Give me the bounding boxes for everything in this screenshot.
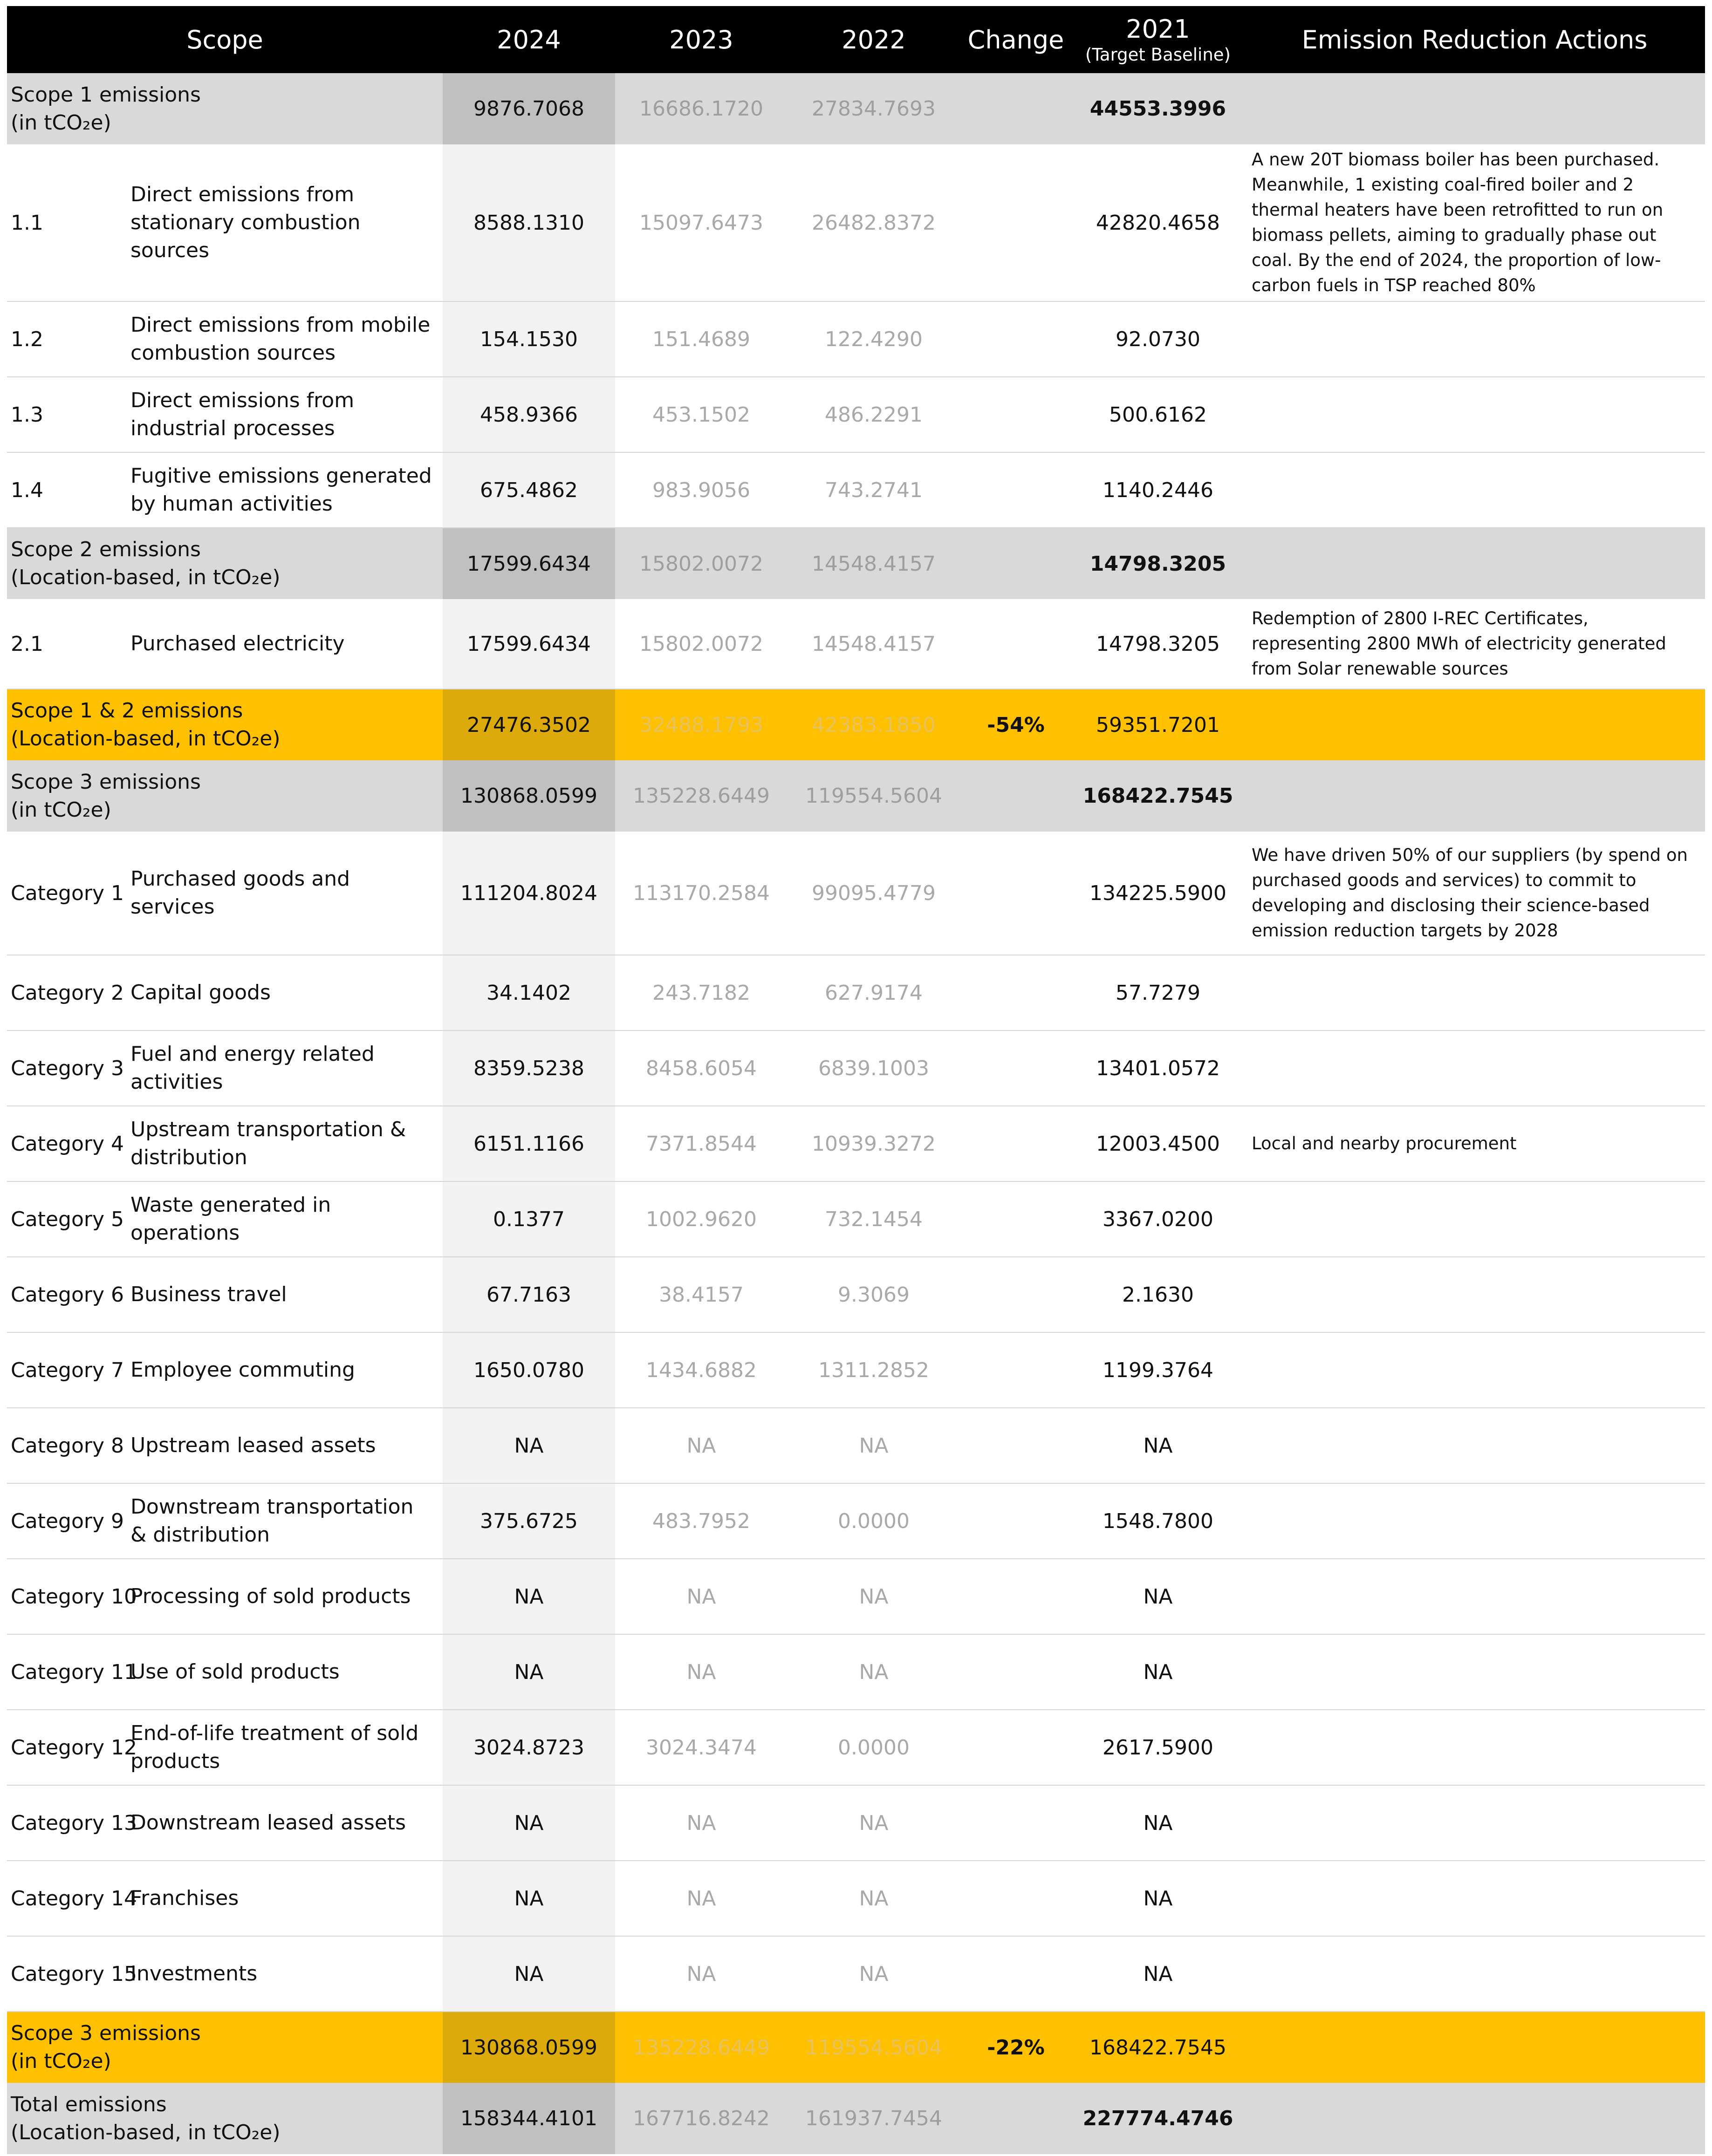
action-cell — [1244, 1030, 1705, 1106]
action-cell — [1244, 1634, 1705, 1710]
row-name: Direct emissions from stationary combustion sources — [130, 144, 443, 301]
header-2024: 2024 — [443, 6, 615, 73]
value-2023: 113170.2584 — [615, 832, 788, 955]
value-2022: 14548.4157 — [788, 528, 960, 599]
table-row — [7, 144, 1705, 301]
section-label — [7, 689, 443, 760]
value-2021: 1140.2446 — [1072, 452, 1244, 528]
row-name: Upstream transportation & distribution — [130, 1106, 443, 1181]
section-label-line2: (Location-based, in tCO₂e) — [11, 2120, 281, 2144]
row-name: Direct emissions from industrial processes — [130, 377, 443, 452]
row-name: Fugitive emissions generated by human activities — [130, 452, 443, 528]
value-2023: 8458.6054 — [615, 1030, 788, 1106]
value-2023: NA — [615, 1559, 788, 1634]
action-cell — [1244, 1257, 1705, 1332]
value-change — [960, 1634, 1072, 1710]
table-row — [7, 452, 1705, 528]
value-2023: 483.7952 — [615, 1483, 788, 1559]
row-number: Category 15 — [7, 1936, 130, 2012]
value-2022: 26482.8372 — [788, 144, 960, 301]
value-2022: 27834.7693 — [788, 73, 960, 144]
value-2022: 119554.5604 — [788, 760, 960, 832]
value-2022: NA — [788, 1936, 960, 2012]
action-cell — [1244, 689, 1705, 760]
value-change — [960, 1861, 1072, 1936]
value-2022: NA — [788, 1861, 960, 1936]
section-label — [7, 2083, 443, 2154]
row-name: Purchased electricity — [130, 599, 443, 689]
value-2021: 2.1630 — [1072, 1257, 1244, 1332]
row-name: Employee commuting — [130, 1332, 443, 1408]
value-change: -22% — [960, 2012, 1072, 2083]
value-2023: 453.1502 — [615, 377, 788, 452]
value-2024: 111204.8024 — [443, 832, 615, 955]
value-2023: 983.9056 — [615, 452, 788, 528]
value-2022: 0.0000 — [788, 1710, 960, 1785]
row-number: 1.2 — [7, 301, 130, 377]
section-label-line2: (Location-based, in tCO₂e) — [11, 727, 281, 751]
value-2022: 0.0000 — [788, 1483, 960, 1559]
value-2024: 158344.4101 — [443, 2083, 615, 2154]
action-cell — [1244, 452, 1705, 528]
value-2022: NA — [788, 1408, 960, 1483]
scope3-section-row — [7, 760, 1705, 832]
row-name: Business travel — [130, 1257, 443, 1332]
value-2021: 168422.7545 — [1072, 760, 1244, 832]
value-2024: NA — [443, 1408, 615, 1483]
row-number: 2.1 — [7, 599, 130, 689]
value-change — [960, 832, 1072, 955]
value-change — [960, 1483, 1072, 1559]
header-2021-year: 2021 — [1126, 14, 1190, 44]
header-2021 — [1072, 6, 1244, 73]
row-number: Category 10 — [7, 1559, 130, 1634]
header-actions: Emission Reduction Actions — [1244, 6, 1705, 73]
value-change — [960, 760, 1072, 832]
action-cell — [1244, 1332, 1705, 1408]
value-2021: 134225.5900 — [1072, 832, 1244, 955]
value-2021: NA — [1072, 1634, 1244, 1710]
action-cell: A new 20T biomass boiler has been purchased. Meanwhile, 1 existing coal-fired boiler and 2 thermal heaters have been retrofitted to run on biomass pellets, aiming to gradually phase out coal. By the end of 2024, the proportion of low-carbon fuels in TSP reached 80% — [1244, 144, 1705, 301]
action-cell: Local and nearby procurement — [1244, 1106, 1705, 1181]
action-cell — [1244, 2083, 1705, 2154]
value-2021: 500.6162 — [1072, 377, 1244, 452]
value-2024: 130868.0599 — [443, 760, 615, 832]
value-2022: 9.3069 — [788, 1257, 960, 1332]
header-change: Change — [960, 6, 1072, 73]
value-2024: 6151.1166 — [443, 1106, 615, 1181]
value-2021: 42820.4658 — [1072, 144, 1244, 301]
row-name: Waste generated in operations — [130, 1181, 443, 1257]
value-2021: 92.0730 — [1072, 301, 1244, 377]
value-2024: NA — [443, 1785, 615, 1861]
row-number: Category 4 — [7, 1106, 130, 1181]
value-2022: 122.4290 — [788, 301, 960, 377]
header-2023: 2023 — [615, 6, 788, 73]
row-number: Category 6 — [7, 1257, 130, 1332]
table-row — [7, 1030, 1705, 1106]
table-row — [7, 1861, 1705, 1936]
value-2024: 8588.1310 — [443, 144, 615, 301]
value-change — [960, 1710, 1072, 1785]
value-2022: 486.2291 — [788, 377, 960, 452]
row-number: 1.3 — [7, 377, 130, 452]
value-2021: 3367.0200 — [1072, 1181, 1244, 1257]
value-2023: 151.4689 — [615, 301, 788, 377]
section-label-line1: Scope 1 emissions — [11, 82, 201, 107]
table-row — [7, 1181, 1705, 1257]
row-number: Category 12 — [7, 1710, 130, 1785]
value-change — [960, 955, 1072, 1030]
value-change — [960, 1936, 1072, 2012]
table-row — [7, 1785, 1705, 1861]
value-2024: 458.9366 — [443, 377, 615, 452]
value-2021: 1548.7800 — [1072, 1483, 1244, 1559]
value-2024: 0.1377 — [443, 1181, 615, 1257]
value-2023: 15802.0072 — [615, 528, 788, 599]
scope12-total-row — [7, 689, 1705, 760]
value-2024: NA — [443, 1559, 615, 1634]
row-number: Category 2 — [7, 955, 130, 1030]
value-2021: NA — [1072, 1861, 1244, 1936]
table-row — [7, 599, 1705, 689]
value-2024: NA — [443, 1936, 615, 2012]
value-2023: 3024.3474 — [615, 1710, 788, 1785]
value-2022: NA — [788, 1559, 960, 1634]
value-change — [960, 1408, 1072, 1483]
section-label-line2: (Location-based, in tCO₂e) — [11, 566, 281, 589]
section-label — [7, 2012, 443, 2083]
value-2024: 675.4862 — [443, 452, 615, 528]
value-change — [960, 599, 1072, 689]
table-row — [7, 1332, 1705, 1408]
row-number: Category 5 — [7, 1181, 130, 1257]
value-2022: NA — [788, 1634, 960, 1710]
row-number: 1.4 — [7, 452, 130, 528]
value-change — [960, 1257, 1072, 1332]
value-2024: 34.1402 — [443, 955, 615, 1030]
value-2023: 15802.0072 — [615, 599, 788, 689]
table-row — [7, 1634, 1705, 1710]
section-label — [7, 528, 443, 599]
section-label — [7, 760, 443, 832]
row-number: 1.1 — [7, 144, 130, 301]
section-label-line1: Scope 2 emissions — [11, 538, 201, 561]
action-cell — [1244, 377, 1705, 452]
action-cell — [1244, 528, 1705, 599]
value-2024: 27476.3502 — [443, 689, 615, 760]
scope3-total-row — [7, 2012, 1705, 2083]
table-row — [7, 1483, 1705, 1559]
value-2024: 3024.8723 — [443, 1710, 615, 1785]
value-change — [960, 452, 1072, 528]
action-cell — [1244, 955, 1705, 1030]
table-row — [7, 1936, 1705, 2012]
value-change — [960, 377, 1072, 452]
value-2021: 44553.3996 — [1072, 73, 1244, 144]
section-label-line1: Scope 3 emissions — [11, 770, 201, 794]
action-cell: We have driven 50% of our suppliers (by spend on purchased goods and services) to commit to developing and disclosing their science-based emission reduction targets by 2028 — [1244, 832, 1705, 955]
value-2022: 161937.7454 — [788, 2083, 960, 2154]
row-name: Investments — [130, 1936, 443, 2012]
value-2023: 7371.8544 — [615, 1106, 788, 1181]
row-number: Category 1 — [7, 832, 130, 955]
value-2021: NA — [1072, 1408, 1244, 1483]
value-2021: 12003.4500 — [1072, 1106, 1244, 1181]
value-2023: 243.7182 — [615, 955, 788, 1030]
value-2021: 2617.5900 — [1072, 1710, 1244, 1785]
value-2021: 59351.7201 — [1072, 689, 1244, 760]
value-2021: 168422.7545 — [1072, 2012, 1244, 2083]
value-change — [960, 1785, 1072, 1861]
section-label — [7, 73, 443, 144]
row-name: Upstream leased assets — [130, 1408, 443, 1483]
value-2021: NA — [1072, 1785, 1244, 1861]
value-change: -54% — [960, 689, 1072, 760]
value-2022: 6839.1003 — [788, 1030, 960, 1106]
table-row — [7, 1106, 1705, 1181]
action-cell — [1244, 2012, 1705, 2083]
row-name: Capital goods — [130, 955, 443, 1030]
value-2024: 9876.7068 — [443, 73, 615, 144]
value-change — [960, 1030, 1072, 1106]
section-label-line2: (in tCO₂e) — [11, 110, 111, 135]
value-2024: 1650.0780 — [443, 1332, 615, 1408]
value-change — [960, 73, 1072, 144]
row-number: Category 14 — [7, 1861, 130, 1936]
value-2021: 227774.4746 — [1072, 2083, 1244, 2154]
value-2023: 1434.6882 — [615, 1332, 788, 1408]
value-2021: 13401.0572 — [1072, 1030, 1244, 1106]
action-cell — [1244, 1408, 1705, 1483]
value-2021: 57.7279 — [1072, 955, 1244, 1030]
row-name: Direct emissions from mobile combustion sources — [130, 301, 443, 377]
value-2023: NA — [615, 1785, 788, 1861]
value-2023: NA — [615, 1861, 788, 1936]
table-row — [7, 832, 1705, 955]
value-2021: NA — [1072, 1559, 1244, 1634]
value-2023: 16686.1720 — [615, 73, 788, 144]
action-cell — [1244, 1861, 1705, 1936]
scope2-section-row — [7, 528, 1705, 599]
row-number: Category 11 — [7, 1634, 130, 1710]
action-cell — [1244, 301, 1705, 377]
value-2024: 17599.6434 — [443, 528, 615, 599]
value-2024: 8359.5238 — [443, 1030, 615, 1106]
value-change — [960, 1106, 1072, 1181]
value-2024: NA — [443, 1634, 615, 1710]
header-2021-subtitle: (Target Baseline) — [1085, 45, 1231, 65]
section-label-line2: (in tCO₂e) — [11, 798, 111, 822]
action-cell — [1244, 760, 1705, 832]
value-change — [960, 1332, 1072, 1408]
value-2024: 67.7163 — [443, 1257, 615, 1332]
value-2022: 743.2741 — [788, 452, 960, 528]
value-2021: 14798.3205 — [1072, 528, 1244, 599]
value-2023: NA — [615, 1936, 788, 2012]
value-2022: 732.1454 — [788, 1181, 960, 1257]
row-name: Fuel and energy related activities — [130, 1030, 443, 1106]
value-2023: 135228.6449 — [615, 760, 788, 832]
row-name: Downstream transportation & distribution — [130, 1483, 443, 1559]
value-2022: 42383.1850 — [788, 689, 960, 760]
section-label-line1: Total emissions — [11, 2092, 167, 2116]
row-name: Purchased goods and services — [130, 832, 443, 955]
value-2022: 1311.2852 — [788, 1332, 960, 1408]
row-number: Category 8 — [7, 1408, 130, 1483]
table-row — [7, 1408, 1705, 1483]
value-change — [960, 528, 1072, 599]
section-label-line1: Scope 3 emissions — [11, 2021, 201, 2045]
value-2022: 99095.4779 — [788, 832, 960, 955]
header-scope: Scope — [7, 6, 443, 73]
row-number: Category 7 — [7, 1332, 130, 1408]
value-change — [960, 1559, 1072, 1634]
row-name: End-of-life treatment of sold products — [130, 1710, 443, 1785]
value-2021: 1199.3764 — [1072, 1332, 1244, 1408]
section-label-line1: Scope 1 & 2 emissions — [11, 699, 243, 723]
row-name: Processing of sold products — [130, 1559, 443, 1634]
action-cell — [1244, 1181, 1705, 1257]
value-2024: NA — [443, 1861, 615, 1936]
value-2021: NA — [1072, 1936, 1244, 2012]
value-change — [960, 2083, 1072, 2154]
value-2023: 135228.6449 — [615, 2012, 788, 2083]
action-cell — [1244, 1785, 1705, 1861]
value-2023: 15097.6473 — [615, 144, 788, 301]
value-2024: 130868.0599 — [443, 2012, 615, 2083]
value-2023: 32488.1793 — [615, 689, 788, 760]
row-number: Category 3 — [7, 1030, 130, 1106]
table-row — [7, 377, 1705, 452]
header-2022: 2022 — [788, 6, 960, 73]
table-row — [7, 955, 1705, 1030]
value-2022: 14548.4157 — [788, 599, 960, 689]
value-2022: NA — [788, 1785, 960, 1861]
value-2023: 1002.9620 — [615, 1181, 788, 1257]
value-2023: 38.4157 — [615, 1257, 788, 1332]
action-cell — [1244, 1936, 1705, 2012]
action-cell — [1244, 73, 1705, 144]
table-row — [7, 301, 1705, 377]
value-2023: 167716.8242 — [615, 2083, 788, 2154]
value-2023: NA — [615, 1634, 788, 1710]
value-2024: 17599.6434 — [443, 599, 615, 689]
row-number: Category 9 — [7, 1483, 130, 1559]
row-name: Franchises — [130, 1861, 443, 1936]
value-2022: 627.9174 — [788, 955, 960, 1030]
action-cell — [1244, 1483, 1705, 1559]
row-name: Use of sold products — [130, 1634, 443, 1710]
table-row — [7, 1559, 1705, 1634]
scope1-section-row — [7, 73, 1705, 144]
total-emissions-row — [7, 2083, 1705, 2154]
emissions-table — [7, 6, 1705, 2154]
action-cell: Redemption of 2800 I-REC Certificates, representing 2800 MWh of electricity generated from Solar renewable sources — [1244, 599, 1705, 689]
value-2024: 375.6725 — [443, 1483, 615, 1559]
action-cell — [1244, 1710, 1705, 1785]
value-2022: 10939.3272 — [788, 1106, 960, 1181]
value-change — [960, 301, 1072, 377]
row-number: Category 13 — [7, 1785, 130, 1861]
action-cell — [1244, 1559, 1705, 1634]
section-label-line2: (in tCO₂e) — [11, 2049, 111, 2073]
value-2023: NA — [615, 1408, 788, 1483]
header-row — [7, 6, 1705, 73]
value-2021: 14798.3205 — [1072, 599, 1244, 689]
row-name: Downstream leased assets — [130, 1785, 443, 1861]
value-change — [960, 144, 1072, 301]
table-row — [7, 1710, 1705, 1785]
value-2022: 119554.5604 — [788, 2012, 960, 2083]
table-row — [7, 1257, 1705, 1332]
value-2024: 154.1530 — [443, 301, 615, 377]
value-change — [960, 1181, 1072, 1257]
